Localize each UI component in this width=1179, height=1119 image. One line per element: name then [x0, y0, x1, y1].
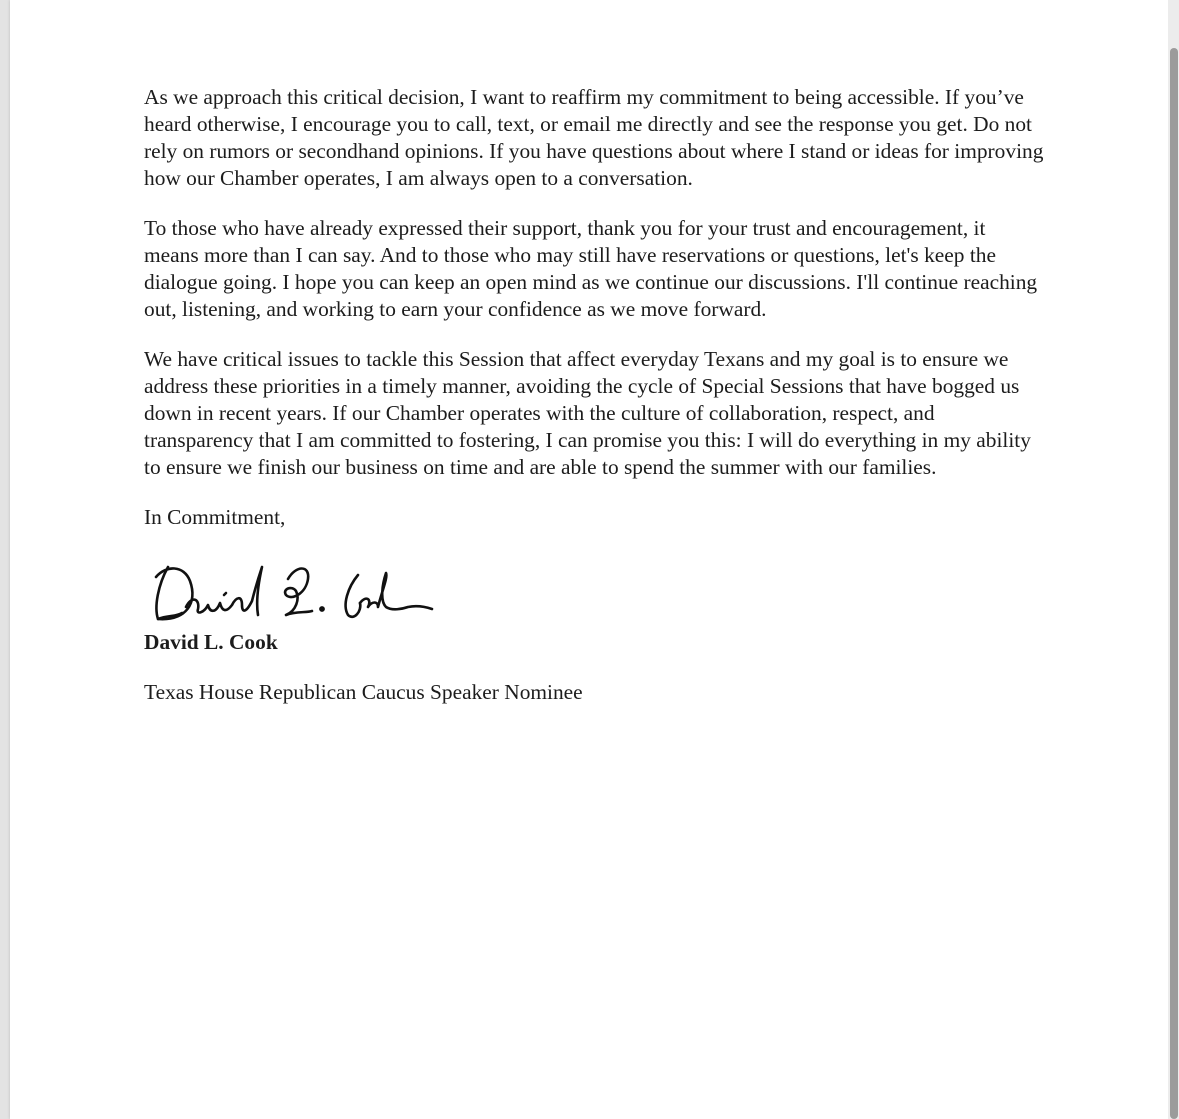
document-page	[10, 0, 1168, 1119]
signer-name: David L. Cook	[144, 630, 278, 654]
signer-title: Texas House Republican Caucus Speaker Nominee	[144, 680, 583, 704]
scrollbar-thumb[interactable]	[1170, 48, 1178, 1119]
closing-salutation: In Commitment,	[144, 505, 286, 529]
paragraph-session-goals: We have critical issues to tackle this Session that affect everyday Texans and my goal is to ensure we address these priorities in a timely manner, avoiding the cycle of Special Sessions that have bogged us down in recent years. If our Chamber operates with the culture of collaboration, respect, and transparency that I am committed to fostering, I can promise you this: I will do everything in my ability to ensure we finish our business on time and are able to spend the summer with our families.	[144, 347, 1031, 479]
paragraph-accessibility: As we approach this critical decision, I want to reaffirm my commitment to being accessible. If you’ve heard otherwise, I encourage you to call, text, or email me directly and see the response you get. Do not rely on rumors or secondhand opinions. If you have questions about where I stand or ideas for improving how our Chamber operates, I am always open to a conversation.	[144, 85, 1044, 190]
letter-body	[144, 84, 1044, 729]
vertical-scrollbar[interactable]	[1168, 0, 1179, 1119]
paragraph-support: To those who have already expressed their support, thank you for your trust and encouragement, it means more than I can say. And to those who may still have reservations or questions, let's keep the dialogue going. I hope you can keep an open mind as we continue our discussions. I'll continue reaching out, listening, and working to earn your confidence as we move forward.	[144, 216, 1038, 321]
handwritten-signature	[146, 555, 436, 629]
